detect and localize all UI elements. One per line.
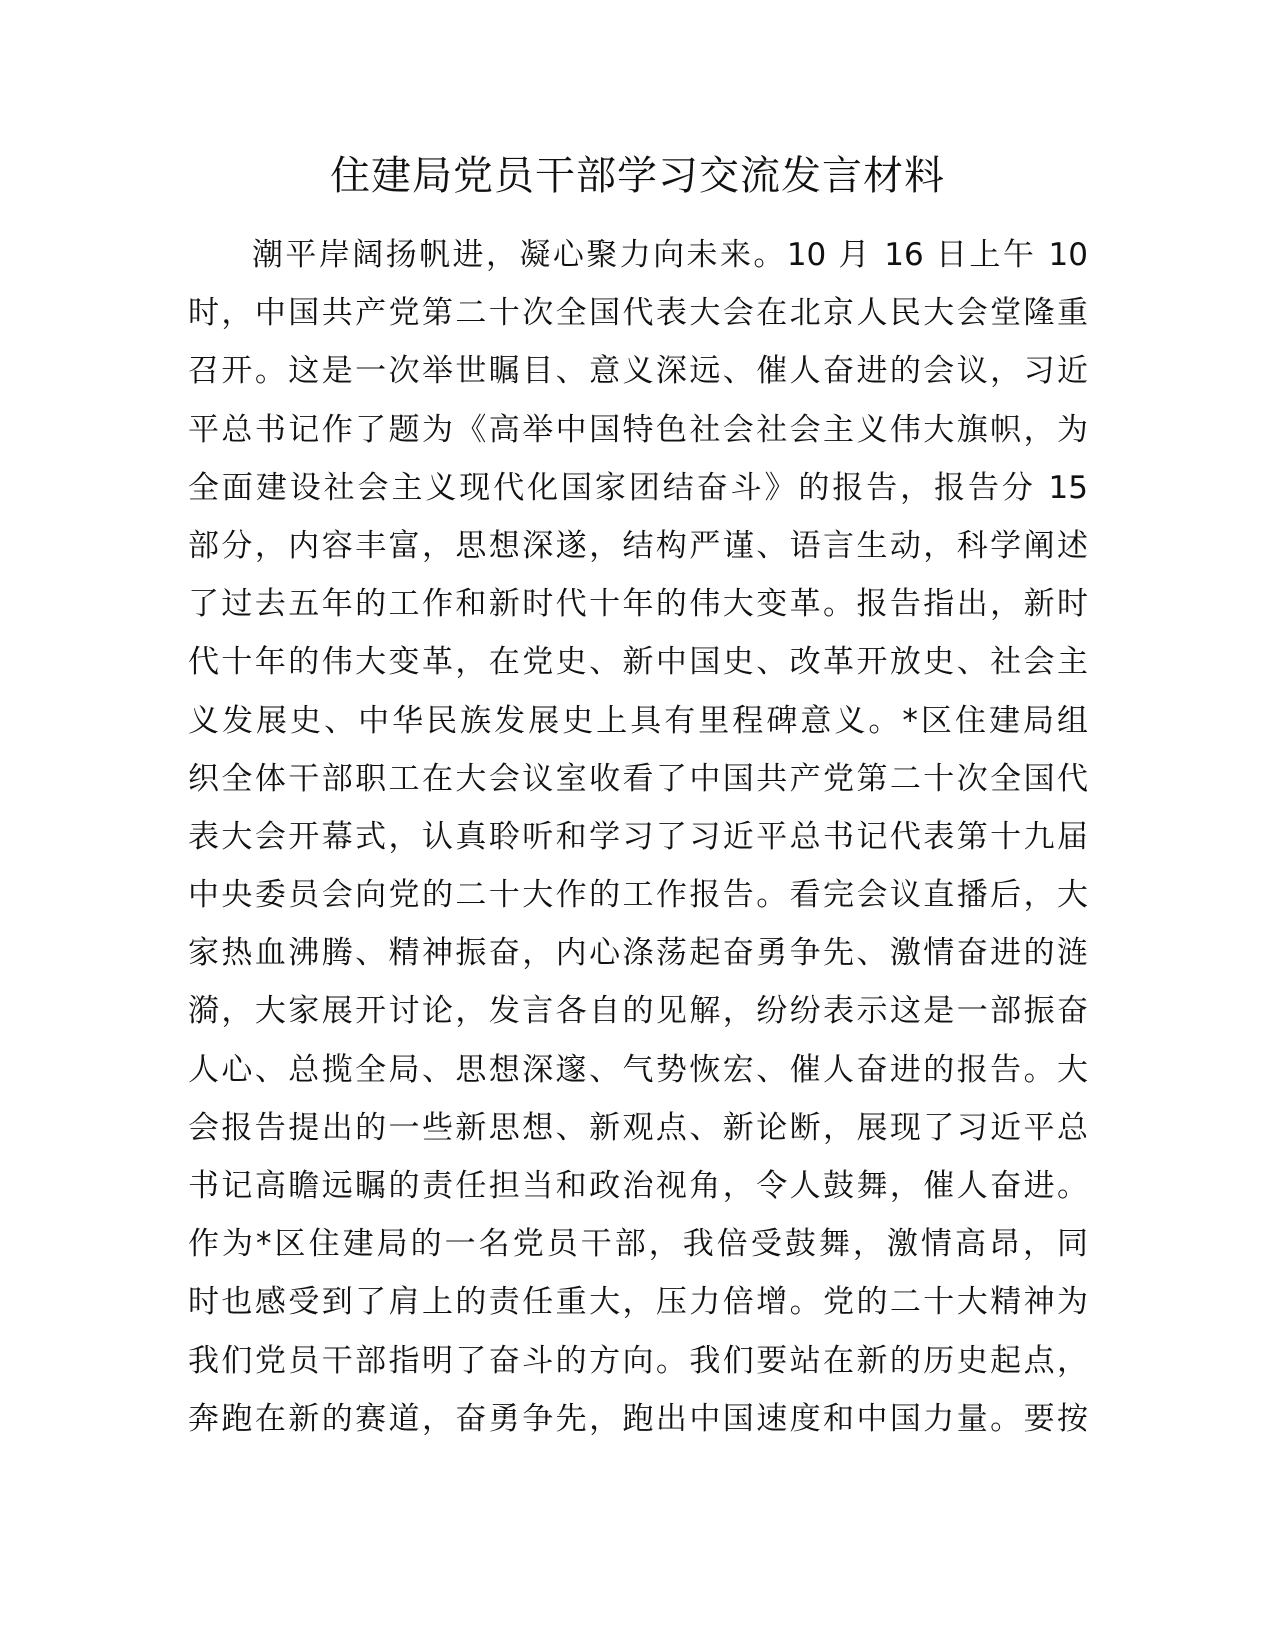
body-line-8: 代十年的伟大变革，在党史、新中国史、改革开放史、社会主: [188, 644, 1088, 681]
document-title: 住建局党员干部学习交流发言材料: [330, 153, 945, 199]
document-body: [188, 226, 1088, 1448]
body-line-14: 漪，大家展开讨论，发言各自的见解，纷纷表示这是一部振奋: [188, 993, 1088, 1030]
body-line-21: 奔跑在新的赛道，奋勇争先，跑出中国速度和中国力量。要按: [188, 1400, 1088, 1437]
body-line-15: 人心、总揽全局、思想深邃、气势恢宏、催人奋进的报告。大: [188, 1051, 1088, 1088]
body-line-12: 中央委员会向党的二十大作的工作报告。看完会议直播后，大: [188, 877, 1088, 914]
body-line-19: 时也感受到了肩上的责任重大，压力倍增。党的二十大精神为: [188, 1284, 1088, 1321]
body-line-2: 时，中国共产党第二十次全国代表大会在北京人民大会堂隆重: [188, 295, 1088, 332]
body-line-9: 义发展史、中华民族发展史上具有里程碑意义。*区住建局组: [188, 702, 1088, 739]
body-line-13: 家热血沸腾、精神振奋，内心涤荡起奋勇争先、激情奋进的涟: [188, 935, 1088, 972]
body-line-1: 潮平岸阔扬帆进，凝心聚力向未来。10 月 16 日上午 10: [252, 237, 1088, 273]
body-line-16: 会报告提出的一些新思想、新观点、新论断，展现了习近平总: [188, 1109, 1088, 1146]
body-line-7: 了过去五年的工作和新时代十年的伟大变革。报告指出，新时: [188, 586, 1088, 623]
body-line-6: 部分，内容丰富，思想深遂，结构严谨、语言生动，科学阐述: [188, 527, 1088, 564]
body-line-10: 织全体干部职工在大会议室收看了中国共产党第二十次全国代: [188, 760, 1088, 797]
body-line-4: 平总书记作了题为《高举中国特色社会社会主义伟大旗帜，为: [188, 411, 1088, 448]
body-line-5: 全面建设社会主义现代化国家团结奋斗》的报告，报告分 15: [188, 469, 1088, 506]
body-line-18: 作为*区住建局的一名党员干部，我倍受鼓舞，激情高昂，同: [188, 1226, 1088, 1263]
body-line-11: 表大会开幕式，认真聆听和学习了习近平总书记代表第十九届: [188, 818, 1088, 855]
body-line-20: 我们党员干部指明了奋斗的方向。我们要站在新的历史起点，: [188, 1342, 1088, 1379]
body-line-3: 召开。这是一次举世瞩目、意义深远、催人奋进的会议，习近: [188, 353, 1088, 390]
body-line-17: 书记高瞻远瞩的责任担当和政治视角，令人鼓舞，催人奋进。: [188, 1168, 1088, 1204]
